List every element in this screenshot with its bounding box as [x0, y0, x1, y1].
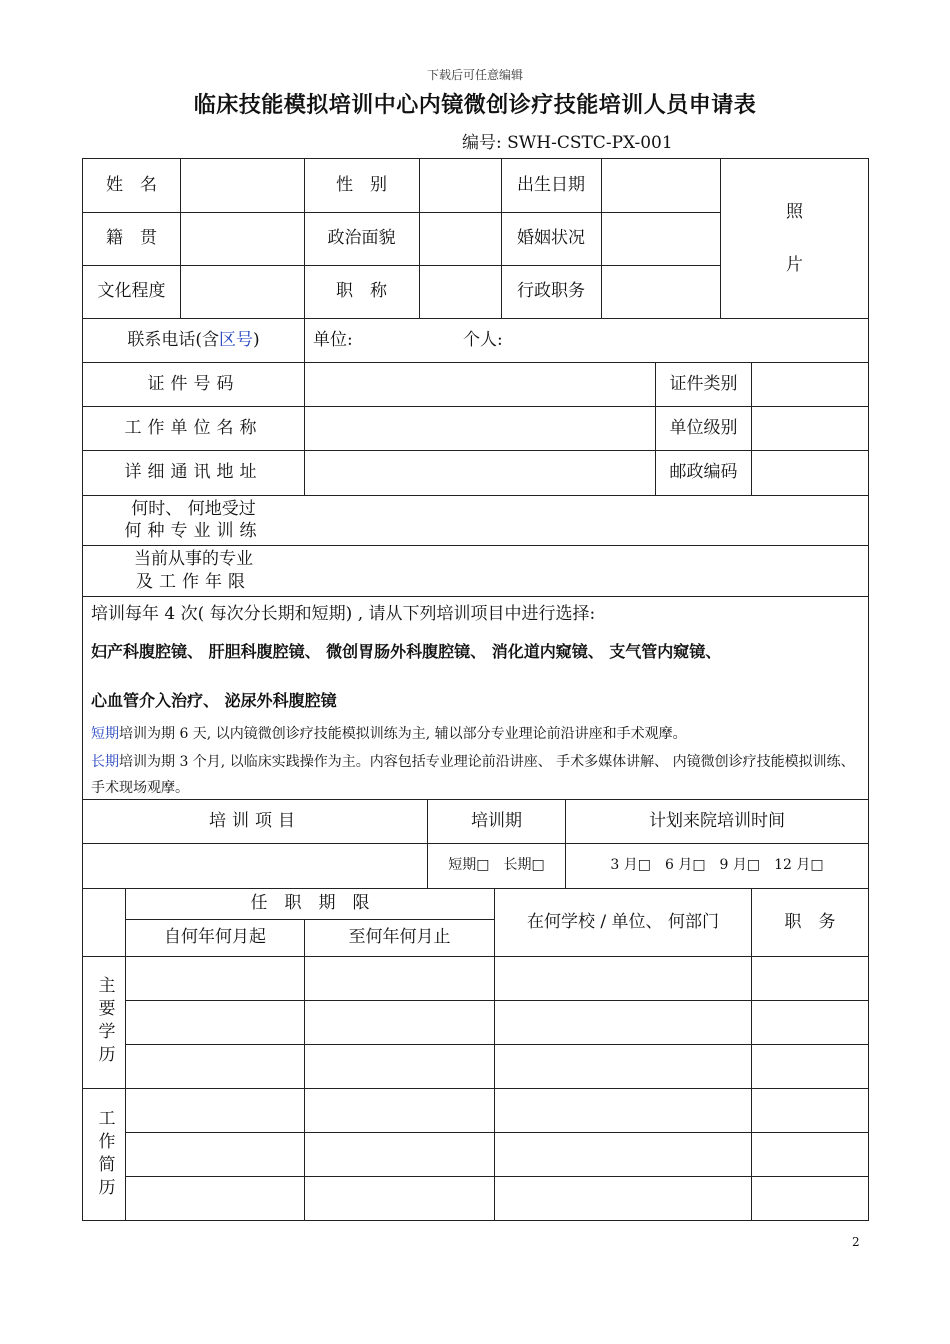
application-form — [82, 158, 869, 1221]
long-term-text: 培训为期 3 个月, 以临床实践操作为主。内容包括专业理论前沿讲座、 手术多媒体讲解、 内镜微创诊疗技能模拟训练、 手术现场观摩。 — [91, 754, 855, 796]
label-native-place: 籍 贯 — [106, 228, 157, 249]
training-projects-line1: 妇产科腹腔镜、 肝胆科腹腔镜、 微创胃肠外科腹腔镜、 消化道内窥镜、 支气管内窥镜、 — [91, 642, 722, 661]
native-place-field[interactable] — [181, 212, 304, 265]
page-title: 临床技能模拟培训中心内镜微创诊疗技能培训人员申请表 — [193, 93, 757, 118]
label-address: 详细通讯地址 — [124, 462, 263, 483]
section-work-label: 工作简历 — [94, 1108, 115, 1201]
label-phone-start: 联系电话( — [127, 329, 202, 350]
training-intro: 培训每年 4 次( 每次分长期和短期) , 请从下列培训项目中进行选择: — [91, 604, 596, 624]
admin-position-field[interactable] — [602, 265, 720, 318]
label-unit-level: 单位级别 — [669, 417, 738, 438]
training-time-options[interactable]: 3 月□ 6 月□ 9 月□ 12 月□ — [610, 857, 824, 874]
label-education-level: 文化程度 — [97, 281, 166, 302]
name-field[interactable] — [181, 159, 304, 212]
label-phone — [83, 318, 304, 362]
label-political-status: 政治面貌 — [327, 228, 396, 249]
page-number: 2 — [852, 1235, 860, 1249]
birth-date-field[interactable] — [602, 159, 720, 212]
training-history-field[interactable] — [305, 495, 868, 545]
label-postcode: 邮政编码 — [669, 462, 738, 483]
label-work-unit-name: 工作单位名称 — [124, 417, 263, 438]
label-current-major-2: 及工作年限 — [136, 571, 251, 592]
training-period-options[interactable]: 短期□ 长期□ — [448, 857, 545, 874]
col-training-period: 培训期 — [471, 810, 522, 831]
label-title: 职 称 — [336, 281, 387, 302]
training-projects-line2: 心血管介入治疗、 泌尿外科腹腔镜 — [91, 691, 337, 710]
label-gender: 性 别 — [336, 175, 387, 196]
label-id-number: 证件号码 — [147, 373, 240, 394]
postcode-field[interactable] — [752, 450, 868, 495]
label-phone-area: 区号 — [219, 329, 253, 350]
label-phone-personal: 个人: — [463, 329, 503, 350]
label-photo-2: 片 — [786, 254, 803, 275]
phone-unit-field[interactable] — [305, 318, 455, 362]
section-education-label: 主要学历 — [94, 976, 115, 1068]
long-term-word: 长期 — [91, 754, 119, 770]
col-training-time: 计划来院培训时间 — [649, 810, 785, 831]
long-term-description — [91, 749, 863, 801]
col-duty: 职 务 — [784, 911, 836, 932]
col-to: 至何年何月止 — [348, 927, 451, 948]
col-training-project: 培训项目 — [209, 810, 301, 831]
label-current-major-1: 当前从事的专业 — [134, 549, 253, 570]
short-term-description — [91, 723, 861, 743]
header-note: 下载后可任意编辑 — [426, 68, 523, 82]
col-from: 自何年何月起 — [164, 927, 266, 948]
photo-box[interactable] — [721, 159, 868, 318]
label-current-major — [83, 545, 304, 596]
label-photo-1: 照 — [786, 201, 803, 222]
training-project-field[interactable] — [83, 843, 427, 888]
label-training-when-2: 何种专业训练 — [124, 521, 263, 541]
col-where: 在何学校 / 单位、 何部门 — [527, 911, 719, 932]
label-phone-unit: 单位: — [313, 329, 353, 350]
address-field[interactable] — [305, 450, 655, 495]
short-term-word: 短期 — [91, 726, 119, 742]
label-marital-status: 婚姻状况 — [517, 228, 585, 249]
form-code: 编号: SWH-CSTC-PX-001 — [462, 133, 673, 153]
label-training-history — [83, 495, 304, 545]
label-name: 姓 名 — [106, 175, 157, 196]
id-type-field[interactable] — [752, 362, 868, 406]
id-number-field[interactable] — [305, 362, 655, 406]
label-admin-position: 行政职务 — [517, 281, 585, 302]
col-term: 任 职 期 限 — [250, 893, 370, 914]
label-id-type: 证件类别 — [669, 373, 738, 394]
label-phone-end: ) — [253, 329, 260, 350]
marital-status-field[interactable] — [602, 212, 720, 265]
label-phone-mid: 含 — [202, 329, 219, 350]
title-field[interactable] — [420, 265, 501, 318]
section-education — [83, 956, 125, 1088]
label-birth-date: 出生日期 — [517, 175, 585, 196]
current-major-field[interactable] — [305, 545, 868, 596]
short-term-text: 培训为期 6 天, 以内镜微创诊疗技能模拟训练为主, 辅以部分专业理论前沿讲座和手术观摩。 — [119, 726, 687, 742]
section-work — [83, 1088, 125, 1221]
phone-personal-field[interactable] — [455, 318, 868, 362]
gender-field[interactable] — [420, 159, 501, 212]
political-status-field[interactable] — [420, 212, 501, 265]
work-unit-name-field[interactable] — [305, 406, 655, 450]
education-level-field[interactable] — [181, 265, 304, 318]
unit-level-field[interactable] — [752, 406, 868, 450]
label-training-when-1: 何时、 何地受过 — [131, 498, 256, 519]
